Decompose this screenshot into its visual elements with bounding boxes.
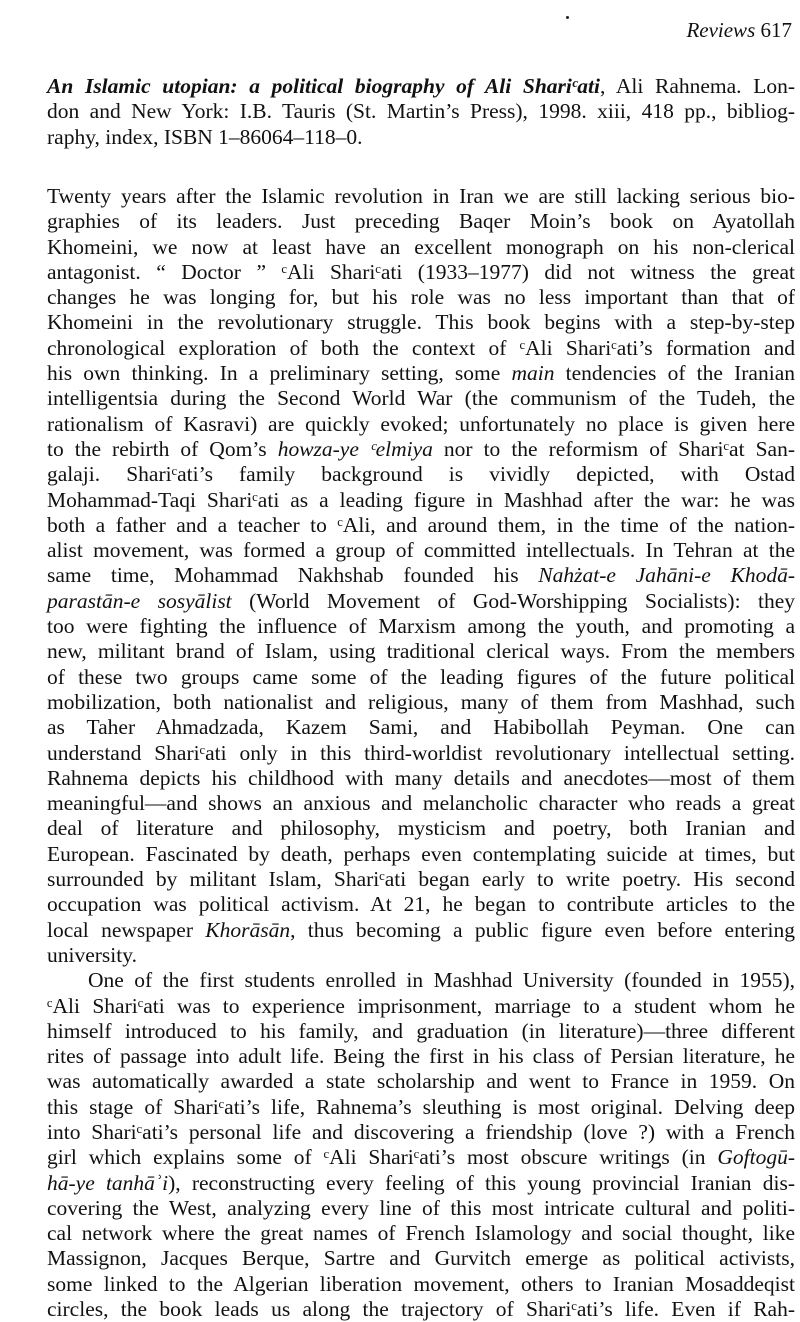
body-line: new, militant brand of Islam, using traditional clerical ways. From the members — [47, 639, 795, 664]
body-line: galaji. Shariᶜati’s family background is vividly depicted, with Ostad — [47, 462, 795, 487]
body-line: Khomeini, we now at least have an excellent monograph on his non-clerical — [47, 234, 795, 259]
body-line: rites of passage into adult life. Being the first in his class of Persian literature, he — [47, 1044, 795, 1069]
body-line: local newspaper Khorāsān, thus becoming a public figure even before entering — [47, 917, 795, 942]
body-line: university. — [47, 942, 137, 967]
body-line: understand Shariᶜati only in this third-worldist revolutionary intellectual setting. — [47, 740, 795, 765]
body-line: Rahnema depicts his childhood with many details and anecdotes—most of them — [47, 765, 795, 790]
body-line: rationalism of Kasravi) are quickly evoked; unfortunately no place is given here — [47, 411, 795, 436]
body-line: ᶜAli Shariᶜati was to experience imprisonment, marriage to a student whom he — [47, 993, 795, 1018]
body-line: as Taher Ahmadzada, Kazem Sami, and Habibollah Peyman. One can — [47, 715, 795, 740]
body-line: hā-ye tanhāʾi), reconstructing every feeling of this young provincial Iranian dis- — [47, 1170, 795, 1195]
page-number: 617 — [760, 18, 792, 42]
body-line: too were fighting the influence of Marxism among the youth, and promoting a — [47, 614, 795, 639]
body-line: occupation was political activism. At 21, he began to contribute articles to the — [47, 892, 795, 917]
body-line: changes he was longing for, but his role was no less important than that of — [47, 285, 795, 310]
book-citation — [47, 74, 795, 150]
body-line: to the rebirth of Qom’s howza-ye ᶜelmiya nor to the reformism of Shariᶜat San- — [47, 436, 795, 461]
body-line: meaningful—and shows an anxious and melancholic character who reads a great — [47, 791, 795, 816]
body-line: alist movement, was formed a group of committed intellectuals. In Tehran at the — [47, 538, 795, 563]
body-line: circles, the book leads us along the trajectory of Shariᶜati’s life. Even if Rah- — [47, 1297, 795, 1322]
body-line: covering the West, analyzing every line of this most intricate cultural and politi- — [47, 1195, 795, 1220]
body-line: of these two groups came some of the leading figures of the future political — [47, 664, 795, 689]
body-line: this stage of Shariᶜati’s life, Rahnema’s sleuthing is most original. Delving deep — [47, 1094, 795, 1119]
body-line: mobilization, both nationalist and religious, many of them from Mashhad, such — [47, 689, 795, 714]
book-title: An Islamic utopian: a political biography of Ali Shariᶜati — [47, 74, 601, 98]
body-line: intelligentsia during the Second World War (the communism of the Tudeh, the — [47, 386, 795, 411]
body-line: was automatically awarded a state scholarship and went to France in 1959. On — [47, 1069, 795, 1094]
body-line: his own thinking. In a preliminary setting, some main tendencies of the Iranian — [47, 361, 795, 386]
body-line: cal network where the great names of French Islamology and social thought, like — [47, 1221, 795, 1246]
body-line: same time, Mohammad Nakhshab founded his Nahżat-e Jahāni-e Khodā- — [47, 563, 795, 588]
body-line: surrounded by militant Islam, Shariᶜati began early to write poetry. His second — [47, 867, 795, 892]
body-line: Mohammad-Taqi Shariᶜati as a leading figure in Mashhad after the war: he was — [47, 487, 795, 512]
citation-line: don and New York: I.B. Tauris (St. Martin’s Press), 1998. xiii, 418 pp., bibliog- — [47, 99, 795, 124]
body-line: antagonist. “ Doctor ” ᶜAli Shariᶜati (1933–1977) did not witness the great — [47, 259, 795, 284]
body-line: both a father and a teacher to ᶜAli, and around them, in the time of the nation- — [47, 512, 795, 537]
body-line: himself introduced to his family, and graduation (in literature)—three different — [47, 1018, 795, 1043]
body-line: Khomeini in the revolutionary struggle. This book begins with a step-by-step — [47, 310, 795, 335]
citation-line: raphy, index, ISBN 1–86064–118–0. — [47, 124, 363, 149]
body-line: some linked to the Algerian liberation movement, others to Iranian Mosaddeqist — [47, 1271, 795, 1296]
body-line: graphies of its leaders. Just preceding Baqer Moin’s book on Ayatollah — [47, 209, 795, 234]
body-line: chronological exploration of both the context of ᶜAli Shariᶜati’s formation and — [47, 335, 795, 360]
body-line: parastān-e sosyālist (World Movement of God-Worshipping Socialists): they — [47, 588, 795, 613]
body-line: Massignon, Jacques Berque, Sartre and Gurvitch emerge as political activists, — [47, 1246, 795, 1271]
body-line: European. Fascinated by death, perhaps even contemplating suicide at times, but — [47, 841, 795, 866]
citation-line: An Islamic utopian: a political biography of Ali Shariᶜati, Ali Rahnema. Lon- — [47, 74, 795, 98]
body-line: Twenty years after the Islamic revolution in Iran we are still lacking serious bio- — [47, 184, 795, 208]
running-head: Reviews — [686, 18, 756, 42]
review-body — [47, 184, 795, 1322]
body-line: into Shariᶜati’s personal life and discovering a friendship (love ?) with a French — [47, 1119, 795, 1144]
body-line: girl which explains some of ᶜAli Shariᶜati’s most obscure writings (in Goftogū- — [47, 1145, 795, 1170]
scan-speck — [566, 16, 569, 19]
running-header — [686, 18, 792, 43]
body-line: One of the first students enrolled in Mashhad University (founded in 1955), — [88, 968, 795, 993]
body-line: deal of literature and philosophy, mysticism and poetry, both Iranian and — [47, 816, 795, 841]
